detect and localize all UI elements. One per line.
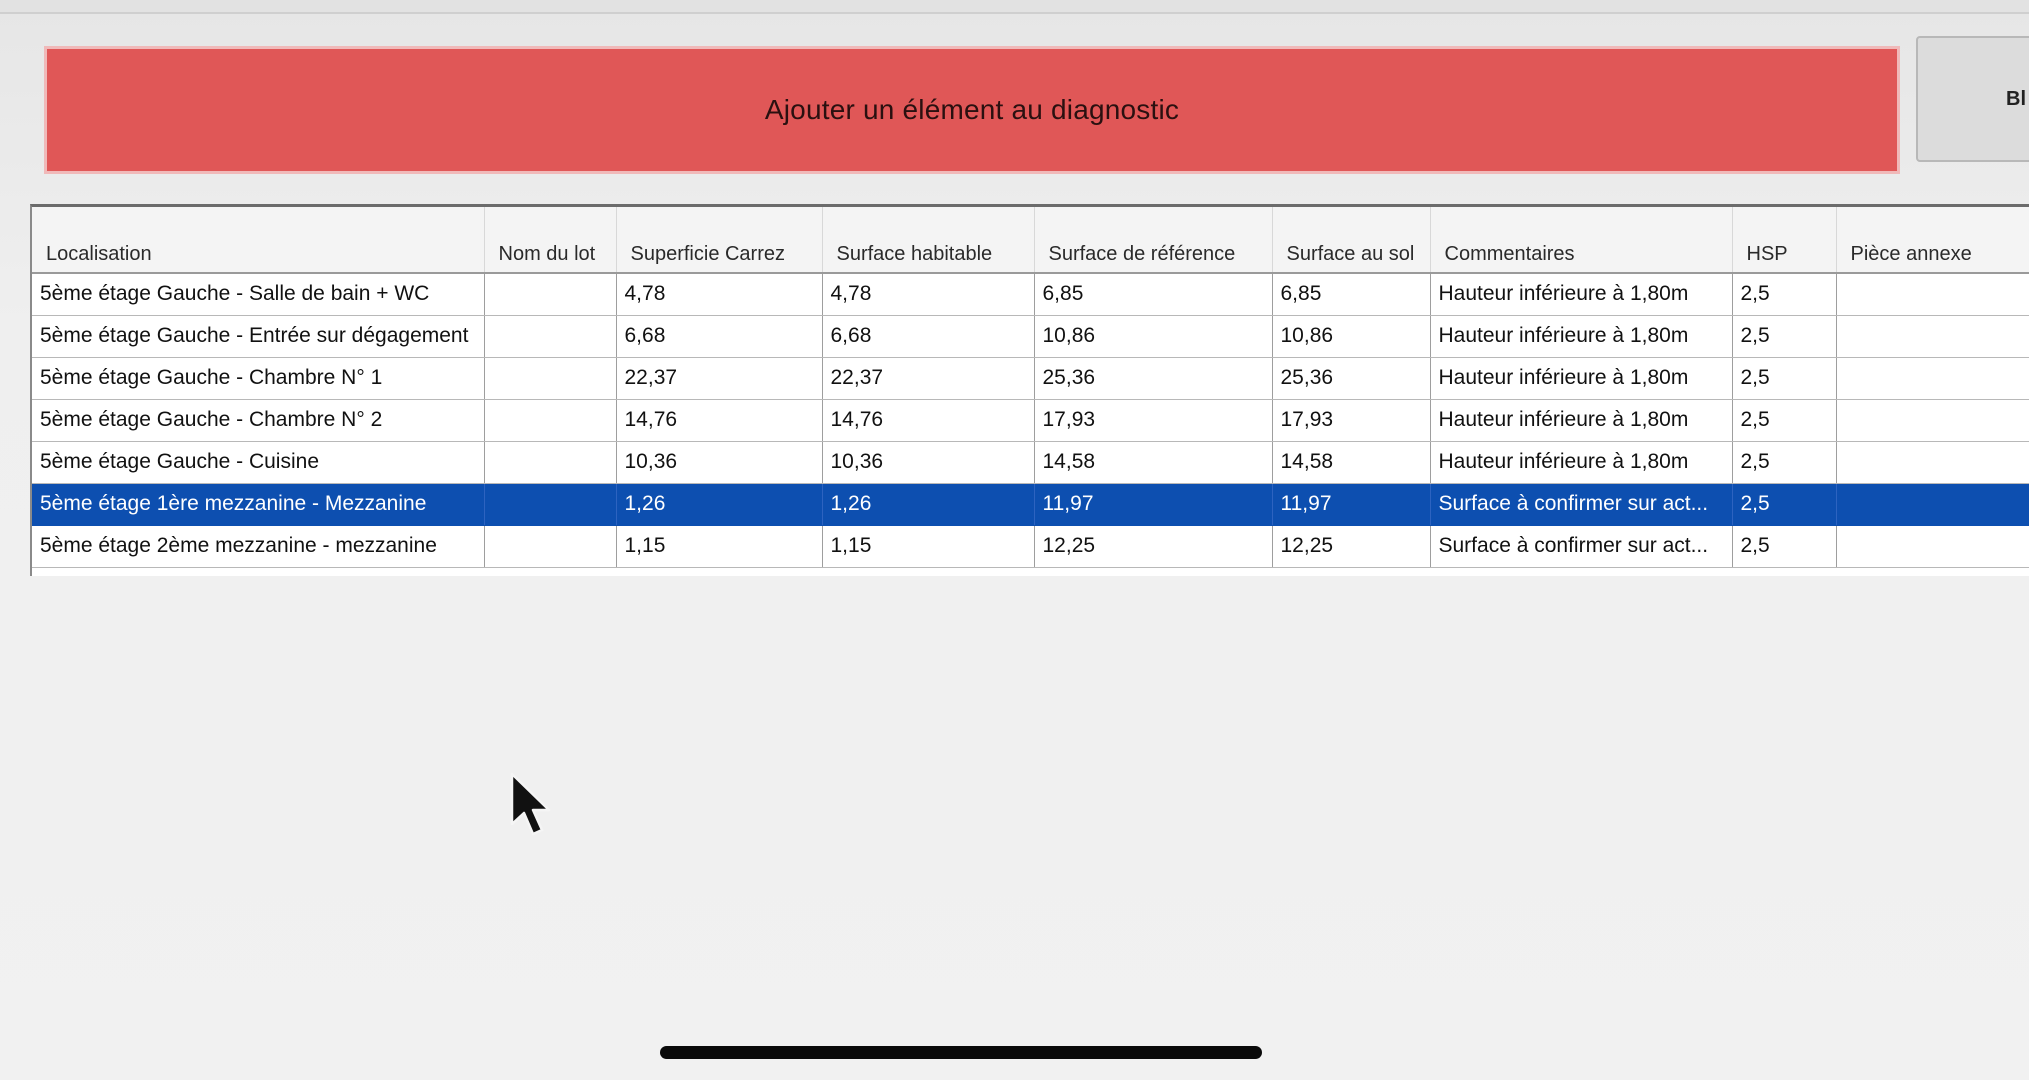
table-cell[interactable]: 6,85 xyxy=(1272,273,1430,315)
table-cell[interactable]: 2,5 xyxy=(1732,357,1836,399)
table-cell[interactable]: 2,5 xyxy=(1732,315,1836,357)
table-cell[interactable]: 5ème étage 1ère mezzanine - Mezzanine xyxy=(32,483,484,525)
table-row[interactable] xyxy=(32,315,2029,357)
table-cell[interactable]: 5ème étage Gauche - Cuisine xyxy=(32,441,484,483)
table-row[interactable] xyxy=(32,273,2029,315)
table-row[interactable] xyxy=(32,483,2029,525)
table-cell[interactable]: 1,26 xyxy=(616,483,822,525)
table-row[interactable] xyxy=(32,441,2029,483)
table-cell[interactable]: 1,15 xyxy=(616,525,822,567)
top-edge xyxy=(0,0,2029,14)
table-cell[interactable]: Hauteur inférieure à 1,80m xyxy=(1430,357,1732,399)
column-header[interactable]: Localisation xyxy=(32,207,484,273)
column-header[interactable]: Surface de référence xyxy=(1034,207,1272,273)
table-cell[interactable]: 14,76 xyxy=(822,399,1034,441)
table-header-row xyxy=(32,207,2029,273)
table-cell[interactable]: 14,58 xyxy=(1034,441,1272,483)
table-row[interactable] xyxy=(32,357,2029,399)
column-header[interactable]: Nom du lot xyxy=(484,207,616,273)
table-cell[interactable]: 2,5 xyxy=(1732,483,1836,525)
table-cell[interactable]: 25,36 xyxy=(1272,357,1430,399)
table-cell[interactable] xyxy=(484,273,616,315)
column-header[interactable]: Surface au sol xyxy=(1272,207,1430,273)
table-cell[interactable] xyxy=(1836,441,2029,483)
table-cell[interactable]: 11,97 xyxy=(1272,483,1430,525)
table-row[interactable] xyxy=(32,525,2029,567)
table-cell[interactable]: 2,5 xyxy=(1732,441,1836,483)
table-cell[interactable] xyxy=(1836,483,2029,525)
add-element-button[interactable] xyxy=(44,46,1900,174)
table-cell[interactable]: 22,37 xyxy=(822,357,1034,399)
table-cell[interactable]: Hauteur inférieure à 1,80m xyxy=(1430,399,1732,441)
table-cell[interactable]: 2,5 xyxy=(1732,525,1836,567)
table-cell[interactable]: 5ème étage Gauche - Chambre N° 2 xyxy=(32,399,484,441)
table-cell[interactable]: 10,36 xyxy=(616,441,822,483)
table-cell[interactable]: 5ème étage Gauche - Salle de bain + WC xyxy=(32,273,484,315)
side-button-label: Bl xyxy=(2006,87,2026,110)
table-cell[interactable]: 5ème étage 2ème mezzanine - mezzanine xyxy=(32,525,484,567)
table-cell[interactable]: 12,25 xyxy=(1272,525,1430,567)
add-element-label: Ajouter un élément au diagnostic xyxy=(764,94,1180,125)
table-cell[interactable] xyxy=(484,525,616,567)
column-header[interactable]: Superficie Carrez xyxy=(616,207,822,273)
column-header[interactable]: HSP xyxy=(1732,207,1836,273)
column-header[interactable]: Commentaires xyxy=(1430,207,1732,273)
table-cell[interactable]: 17,93 xyxy=(1272,399,1430,441)
side-button[interactable] xyxy=(1916,36,2029,162)
surfaces-table xyxy=(30,204,2029,576)
mouse-pointer-icon xyxy=(508,772,554,838)
table-cell[interactable] xyxy=(1836,273,2029,315)
table-cell[interactable]: 11,97 xyxy=(1034,483,1272,525)
table-cell[interactable] xyxy=(484,399,616,441)
table-cell[interactable]: 10,86 xyxy=(1034,315,1272,357)
table-cell[interactable]: 1,26 xyxy=(822,483,1034,525)
table-cell[interactable]: 2,5 xyxy=(1732,273,1836,315)
table-cell[interactable] xyxy=(484,483,616,525)
home-indicator-bar xyxy=(660,1046,1262,1059)
table-cell[interactable]: 17,93 xyxy=(1034,399,1272,441)
table-cell[interactable]: 5ème étage Gauche - Entrée sur dégagement xyxy=(32,315,484,357)
table-cell[interactable]: 25,36 xyxy=(1034,357,1272,399)
table-cell[interactable]: 2,5 xyxy=(1732,399,1836,441)
table-cell[interactable] xyxy=(484,357,616,399)
table-cell[interactable]: 6,68 xyxy=(822,315,1034,357)
table-cell[interactable]: 6,68 xyxy=(616,315,822,357)
table-cell[interactable] xyxy=(484,441,616,483)
table-cell[interactable]: 1,15 xyxy=(822,525,1034,567)
table-cell[interactable]: 14,58 xyxy=(1272,441,1430,483)
table-cell[interactable]: 6,85 xyxy=(1034,273,1272,315)
table-cell[interactable]: Surface à confirmer sur act... xyxy=(1430,483,1732,525)
table-cell[interactable]: 4,78 xyxy=(822,273,1034,315)
table-cell[interactable]: 5ème étage Gauche - Chambre N° 1 xyxy=(32,357,484,399)
table-cell[interactable] xyxy=(1836,525,2029,567)
table-cell[interactable] xyxy=(1836,315,2029,357)
table-cell[interactable]: Hauteur inférieure à 1,80m xyxy=(1430,315,1732,357)
table-cell[interactable]: Surface à confirmer sur act... xyxy=(1430,525,1732,567)
table-cell[interactable] xyxy=(1836,399,2029,441)
column-header[interactable]: Pièce annexe xyxy=(1836,207,2029,273)
table-cell[interactable] xyxy=(484,315,616,357)
table-cell[interactable]: 10,36 xyxy=(822,441,1034,483)
table-cell[interactable]: 22,37 xyxy=(616,357,822,399)
table-cell[interactable]: 10,86 xyxy=(1272,315,1430,357)
table-cell[interactable]: Hauteur inférieure à 1,80m xyxy=(1430,273,1732,315)
table-body xyxy=(32,273,2029,567)
table-cell[interactable]: 4,78 xyxy=(616,273,822,315)
table-cell[interactable]: Hauteur inférieure à 1,80m xyxy=(1430,441,1732,483)
column-header[interactable]: Surface habitable xyxy=(822,207,1034,273)
table-row[interactable] xyxy=(32,399,2029,441)
table-cell[interactable] xyxy=(1836,357,2029,399)
table-cell[interactable]: 14,76 xyxy=(616,399,822,441)
table-cell[interactable]: 12,25 xyxy=(1034,525,1272,567)
